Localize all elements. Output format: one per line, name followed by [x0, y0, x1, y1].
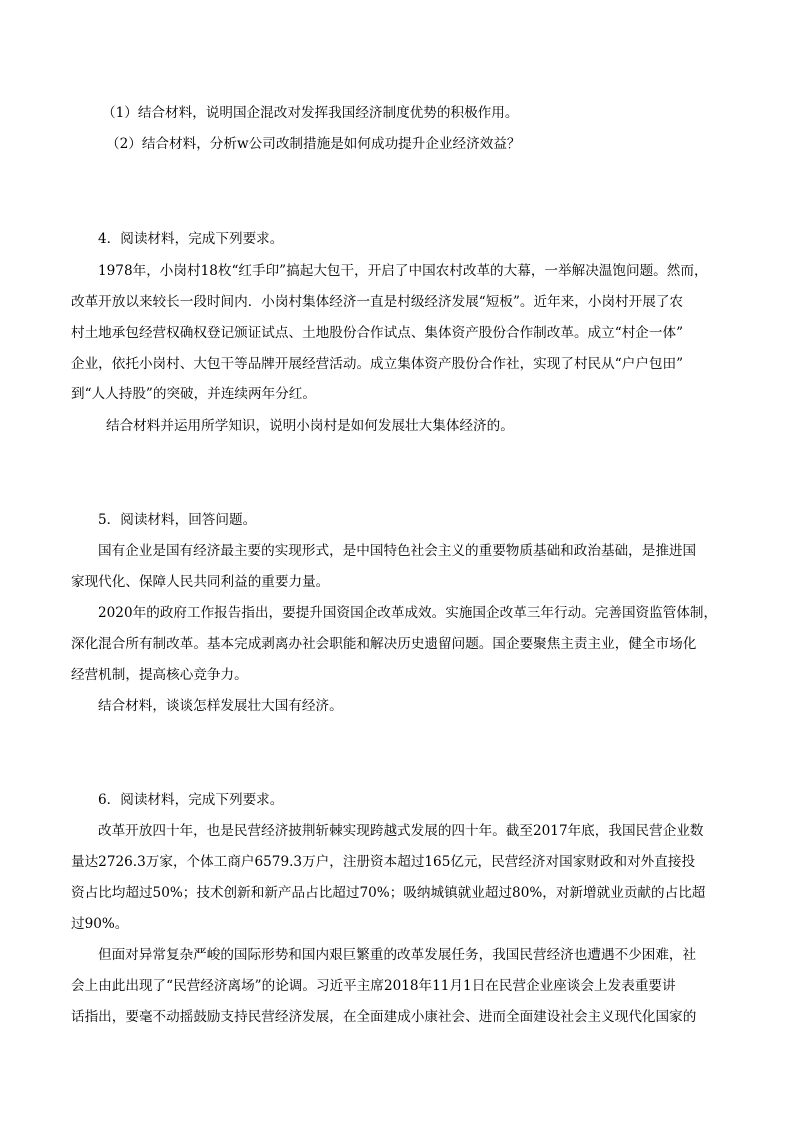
q4-paragraph-line: 1978年，小岗村18枚“红手印”搞起大包干，开启了中国农村改革的大幕，一举解决温饱问题。然而， — [98, 263, 708, 279]
q6-paragraph-line: 过90%。 — [71, 916, 129, 932]
q5-heading: 5．阅读材料，回答问题。 — [98, 512, 257, 528]
q3-subquestion-1: （1）结合材料，说明国企混改对发挥我国经济制度优势的积极作用。 — [102, 105, 519, 121]
q6-heading: 6．阅读材料，完成下列要求。 — [98, 792, 284, 808]
q6-paragraph-line: 但面对异常复杂严峻的国际形势和国内艰巨繁重的改革发展任务，我国民营经济也遭遇不少困难，社 — [98, 947, 697, 963]
q6-paragraph-line: 资占比均超过50%；技术创新和新产品占比超过70%；吸纳城镇就业超过80%，对新增就业贡献的占比超 — [71, 885, 706, 901]
q6-paragraph-line: 量达2726.3万家，个体工商户6579.3万户，注册资本超过165亿元，民营经济对国家财政和对外直接投 — [71, 854, 696, 870]
q5-paragraph-line: 2020年的政府工作报告指出，要提升国资国企改革成效。实施国企改革三年行动。完善国资监管体制， — [98, 605, 718, 621]
q6-paragraph-line: 话指出，要毫不动摇鼓励支持民营经济发展，在全面建成小康社会、进而全面建设社会主义现代化国家的 — [71, 1009, 697, 1025]
q3-subquestion-2: （2）结合材料，分析w公司改制措施是如何成功提升企业经济效益？ — [106, 136, 521, 152]
q4-paragraph-line: 企业，依托小岗村、大包干等品牌开展经营活动。成立集体资产股份合作社，实现了村民从“户户包田” — [71, 356, 684, 372]
q6-paragraph-line: 会上由此出现了“民营经济离场”的论调。习近平主席2018年11月1日在民营企业座谈会上发表重要讲 — [71, 978, 676, 994]
q5-paragraph-line: 国有企业是国有经济最主要的实现形式，是中国特色社会主义的重要物质基础和政治基础，是推进国 — [98, 543, 697, 559]
q5-paragraph-line: 家现代化、保障人民共同利益的重要力量。 — [71, 574, 330, 590]
q6-paragraph-line: 改革开放四十年，也是民营经济披荆斩棘实现跨越式发展的四十年。截至2017年底，我国民营企业数 — [98, 823, 704, 839]
q5-paragraph-line: 深化混合所有制改革。基本完成剥离办社会职能和解决历史遗留问题。国企要聚焦主责主业，健全市场化 — [71, 636, 697, 652]
q5-paragraph-line: 经营机制，提高核心竞争力。 — [71, 667, 248, 683]
q4-paragraph-line: 改革开放以来较长一段时间内．小岗村集体经济一直是村级经济发展“短板”。近年来，小岗村开展了农 — [71, 294, 684, 310]
q4-paragraph-line: 村土地承包经营权确权登记颁证试点、土地股份合作试点、集体资产股份合作制改革。成立“村企一体” — [71, 325, 684, 341]
q4-paragraph-line: 到“人人持股”的突破，并连续两年分红。 — [71, 386, 316, 402]
q4-heading: 4．阅读材料，完成下列要求。 — [98, 231, 284, 247]
q4-question: 结合材料并运用所学知识，说明小岗村是如何发展壮大集体经济的。 — [106, 418, 514, 434]
q5-question: 结合材料，谈谈怎样发展壮大国有经济。 — [98, 698, 343, 714]
